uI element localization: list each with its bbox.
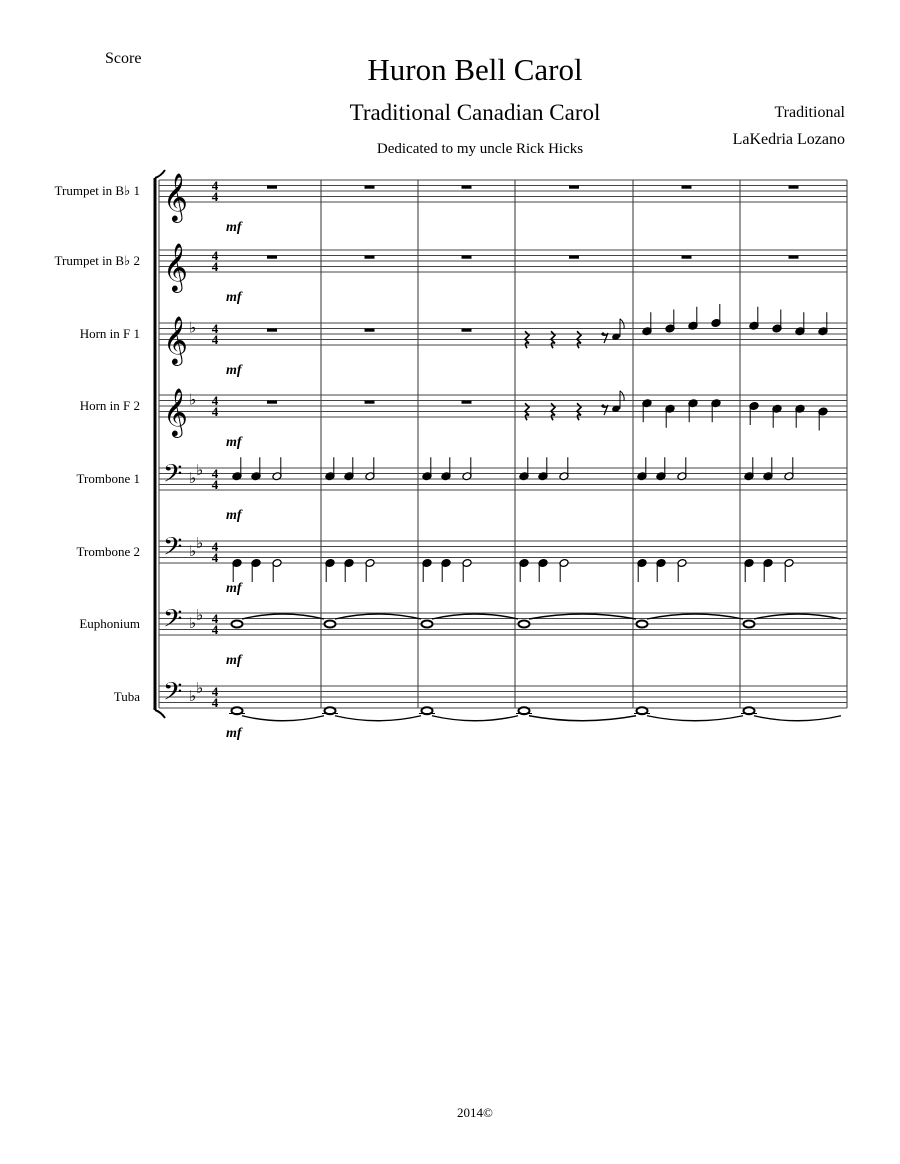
tie [529, 716, 636, 721]
time-signature-top: 4 [211, 684, 219, 699]
instrument-name: Trombone 2 [76, 544, 140, 559]
dedication: Dedicated to my uncle Rick Hicks [376, 141, 584, 157]
instrument-name: Horn in F 1 [79, 326, 140, 341]
time-signature-top: 4 [211, 248, 219, 263]
composer-credit: Traditional [774, 104, 845, 121]
whole-rest [462, 401, 472, 404]
flat-sign-icon: ♭ [189, 469, 197, 487]
flat-sign-icon: ♭ [189, 390, 197, 409]
whole-note [422, 621, 433, 628]
time-signature-top: 4 [211, 393, 219, 408]
treble-clef-icon: 𝄞 [163, 315, 188, 364]
whole-note [325, 621, 336, 628]
dynamic-mf: mf [226, 363, 242, 378]
note-flag [620, 319, 624, 329]
time-signature-bottom: 4 [211, 550, 219, 565]
whole-rest [365, 329, 375, 332]
dynamic-mf: mf [226, 435, 242, 450]
tie [335, 716, 421, 721]
instrument-name: Trombone 1 [76, 471, 140, 486]
flat-sign-icon: ♭ [196, 460, 204, 479]
treble-clef-icon: 𝄞 [163, 172, 188, 221]
bass-clef-icon: 𝄢 [163, 677, 183, 713]
time-signature-bottom: 4 [211, 477, 219, 492]
time-signature-top: 4 [211, 178, 219, 193]
time-signature-top: 4 [211, 611, 219, 626]
staff-5 [77, 457, 847, 523]
arranger-credit: LaKedria Lozano [732, 131, 845, 148]
page-title: Huron Bell Carol [367, 52, 583, 87]
copyright: 2014© [457, 1105, 493, 1120]
whole-rest [682, 186, 692, 189]
whole-rest [569, 256, 579, 259]
whole-rest [569, 186, 579, 189]
time-signature-bottom: 4 [211, 695, 219, 710]
whole-note [519, 621, 530, 628]
whole-rest [462, 256, 472, 259]
whole-rest [462, 329, 472, 332]
whole-rest [365, 401, 375, 404]
whole-rest [365, 186, 375, 189]
subtitle: Traditional Canadian Carol [349, 100, 601, 125]
flat-sign-icon: ♭ [196, 605, 204, 624]
bass-clef-icon: 𝄢 [163, 604, 183, 640]
time-signature-bottom: 4 [211, 189, 219, 204]
whole-rest [365, 256, 375, 259]
time-signature-top: 4 [211, 539, 219, 554]
whole-rest [682, 256, 692, 259]
dynamic-mf: mf [226, 290, 242, 305]
tie [242, 716, 324, 721]
whole-rest [267, 256, 277, 259]
tie [432, 716, 518, 721]
bass-clef-icon: 𝄢 [163, 532, 183, 568]
treble-clef-icon: 𝄞 [163, 242, 188, 291]
dynamic-mf: mf [226, 508, 242, 523]
instrument-name: Euphonium [79, 616, 140, 631]
time-signature-bottom: 4 [211, 622, 219, 637]
dynamic-mf: mf [226, 653, 242, 668]
flat-sign-icon: ♭ [189, 614, 197, 632]
whole-note [744, 621, 755, 628]
instrument-name: Trumpet in B♭ 1 [54, 183, 140, 198]
flat-sign-icon: ♭ [189, 318, 197, 337]
bass-clef-icon: 𝄢 [163, 459, 183, 495]
dynamic-mf: mf [226, 726, 242, 741]
flat-sign-icon: ♭ [196, 533, 204, 552]
whole-rest [267, 401, 277, 404]
treble-clef-icon: 𝄞 [163, 387, 188, 436]
staff-6 [77, 533, 847, 597]
whole-rest [267, 186, 277, 189]
whole-rest [789, 256, 799, 259]
instrument-name: Tuba [113, 689, 140, 704]
dynamic-mf: mf [226, 581, 242, 596]
time-signature-bottom: 4 [211, 332, 219, 347]
instrument-name: Trumpet in B♭ 2 [54, 253, 140, 268]
whole-note [232, 621, 243, 628]
time-signature-bottom: 4 [211, 404, 219, 419]
flat-sign-icon: ♭ [189, 687, 197, 705]
flat-sign-icon: ♭ [196, 678, 204, 697]
flat-sign-icon: ♭ [189, 542, 197, 560]
tie [647, 716, 743, 721]
time-signature-top: 4 [211, 321, 219, 336]
tie [754, 716, 841, 721]
whole-rest [789, 186, 799, 189]
staff-4 [80, 387, 847, 450]
whole-rest [462, 186, 472, 189]
staff-7 [79, 605, 847, 669]
staff-3 [80, 304, 847, 378]
note-flag [620, 391, 624, 401]
time-signature-top: 4 [211, 466, 219, 481]
score-label: Score [105, 50, 142, 67]
staff-1 [55, 172, 847, 235]
staff-2 [55, 242, 847, 305]
whole-rest [267, 329, 277, 332]
instrument-name: Horn in F 2 [79, 398, 140, 413]
dynamic-mf: mf [226, 220, 242, 235]
time-signature-bottom: 4 [211, 259, 219, 274]
staff-8 [114, 678, 847, 742]
whole-note [637, 621, 648, 628]
